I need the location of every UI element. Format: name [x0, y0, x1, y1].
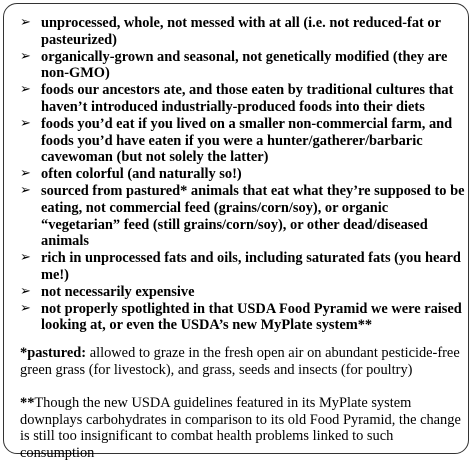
arrow-bullet-icon: ➢ [20, 82, 31, 98]
list-item [20, 284, 466, 301]
footnote-term: *pastured: [20, 345, 87, 362]
arrow-bullet-icon: ➢ [20, 15, 31, 30]
list-item-text: foods our ancestors ate, and those eaten by traditional cultures that haven’t introduced industrially-produced foods into their diets [41, 82, 454, 115]
arrow-bullet-icon: ➢ [20, 166, 31, 182]
list-item-text: unprocessed, whole, not messed with at all (i.e. not reduced-fat or pasteurized) [41, 15, 441, 48]
list-item [20, 15, 466, 49]
footnote-pastured [20, 345, 466, 379]
arrow-bullet-icon: ➢ [20, 283, 31, 299]
text-box-content [20, 15, 466, 462]
arrow-bullet-icon: ➢ [20, 48, 31, 64]
list-item [20, 116, 466, 166]
footnote-text: Though the new USDA guidelines featured in its MyPlate system downplays carbohydrates in comparison to its old Food Pyramid, the change is still too insignificant to combat health problems linked to such consumption [20, 394, 461, 462]
arrow-bullet-icon: ➢ [20, 250, 31, 266]
arrow-bullet-icon: ➢ [20, 300, 31, 316]
arrow-bullet-icon: ➢ [20, 115, 31, 131]
arrow-bullet-icon: ➢ [20, 182, 31, 198]
list-item-text: foods you’d eat if you lived on a smaller non-commercial farm, and foods you’d have eaten if you were a hunter/gatherer/barbaric cavewoman (but not solely the latter) [41, 115, 453, 166]
list-item [20, 49, 466, 83]
footnote-myplate [20, 395, 466, 462]
text-box-frame [3, 3, 469, 462]
footnote-text: allowed to graze in the fresh open air on abundant pesticide-free green grass (for livestock), and grass, seeds and insects (for poultry) [20, 345, 460, 378]
list-item-text: rich in unprocessed fats and oils, including saturated fats (you heard me!) [41, 250, 461, 283]
list-item [20, 301, 466, 335]
bullet-list [20, 15, 466, 334]
list-item [20, 183, 466, 250]
list-item-text: not necessarily expensive [41, 283, 195, 300]
list-item-text: often colorful (and naturally so!) [41, 166, 242, 183]
list-item [20, 166, 466, 183]
list-item-text: organically-grown and seasonal, not genetically modified (they are non-GMO) [41, 48, 448, 82]
list-item-text: sourced from pastured* animals that eat what they’re supposed to be eating, not commercial feed (grains/corn/soy), or organic “vegetarian” feed (still grains/corn/soy), or other dead/diseased animals [41, 182, 465, 250]
list-item [20, 82, 466, 116]
footnote-marker: ** [20, 394, 35, 411]
list-item [20, 250, 466, 284]
list-item-text: not properly spotlighted in that USDA Food Pyramid we were raised looking at, or even the USDA’s new MyPlate system** [41, 300, 462, 334]
